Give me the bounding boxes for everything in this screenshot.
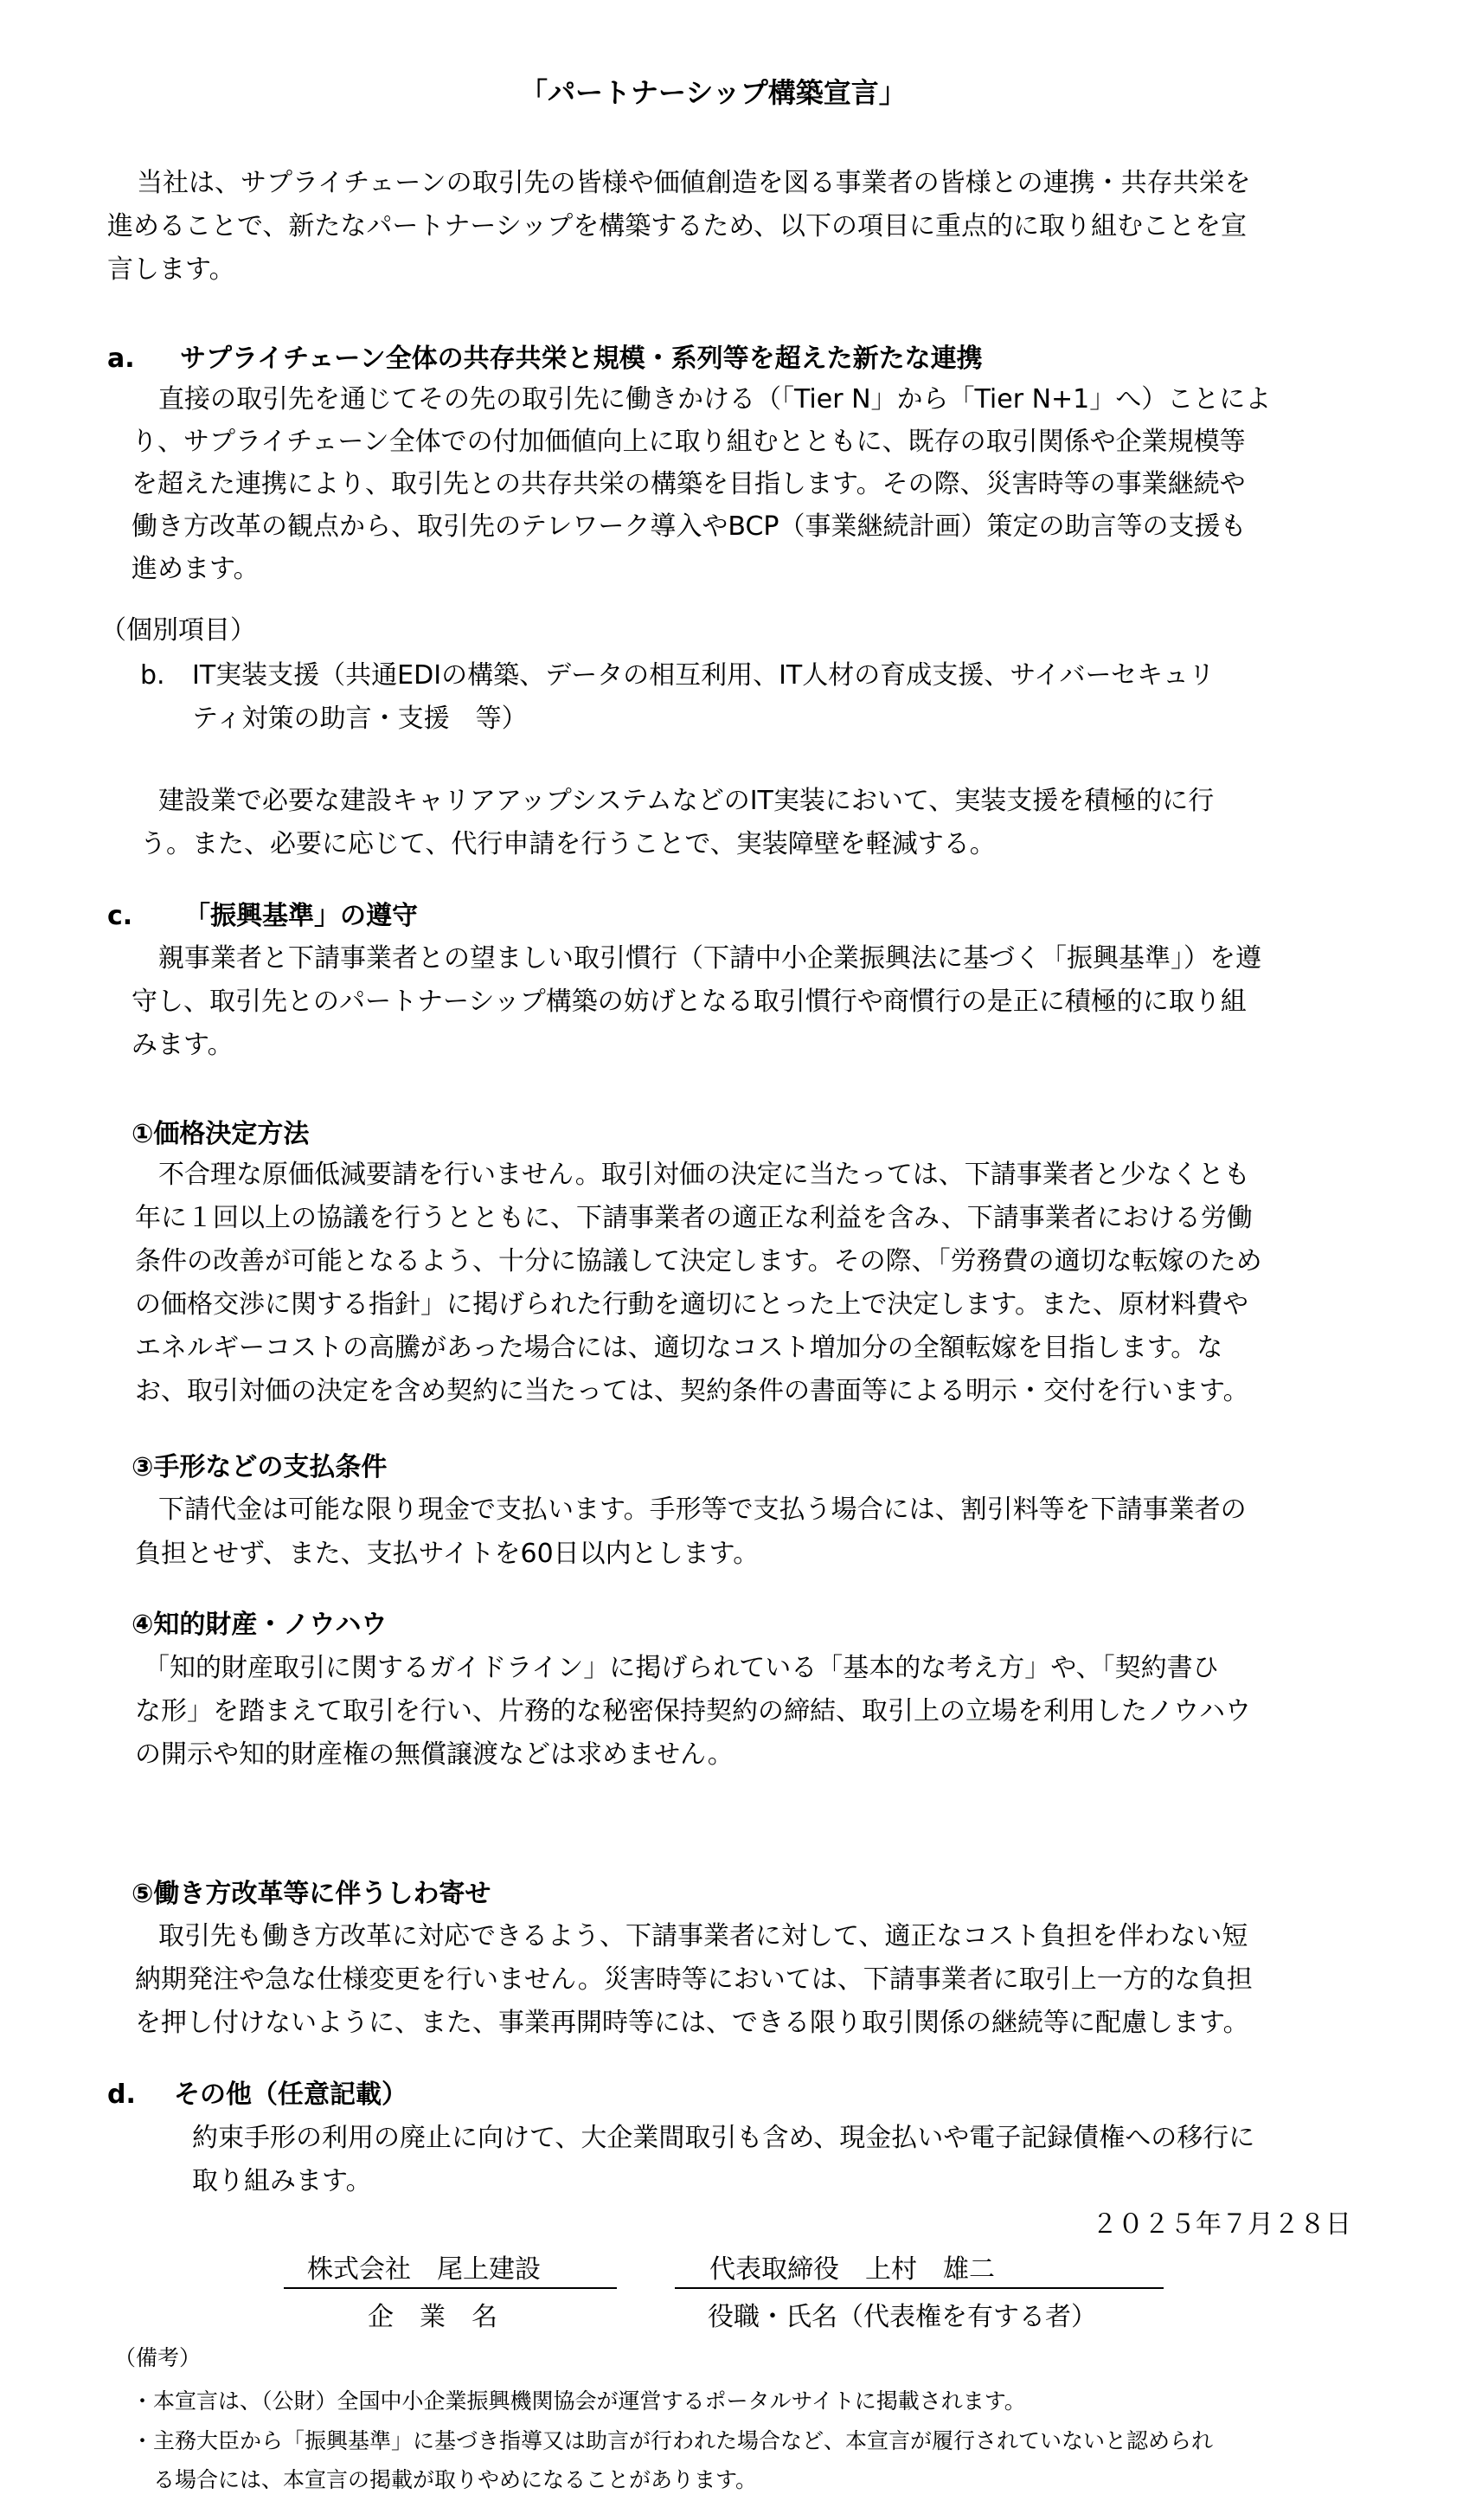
- section-a-line: を超えた連携により、取引先との共存共栄の構築を目指します。その際、災害時等の事業継続や: [132, 469, 1246, 499]
- section-c-heading: 「振興基準」の遵守: [184, 901, 418, 931]
- item1-heading: ①価格決定方法: [132, 1119, 310, 1149]
- item4-line: 「知的財産取引に関するガイドライン」に掲げられている「基本的な考え方」や、「契約書ひ: [144, 1653, 1219, 1683]
- notes-line: ・本宣言は、（公財）全国中小企業振興機関協会が運営するポータルサイトに掲載されます。: [132, 2388, 1026, 2414]
- item4-heading: ④知的財産・ノウハウ: [132, 1610, 388, 1640]
- section-c-line: みます。: [132, 1030, 234, 1060]
- section-a-marker: a.: [107, 344, 135, 374]
- representative-label: 役職・氏名（代表権を有する者）: [708, 2302, 1097, 2332]
- company-name-underline: [284, 2287, 617, 2289]
- item1-line: 年に１回以上の協議を行うとともに、下請事業者の適正な利益を含み、下請事業者における労働: [135, 1203, 1253, 1233]
- item3-line: 負担とせず、また、支払サイトを60日以内とします。: [135, 1539, 760, 1569]
- item1-line: エネルギーコストの高騰があった場合には、適切なコスト増加分の全額転嫁を目指します。な: [135, 1333, 1223, 1363]
- section-d-marker: d.: [107, 2080, 136, 2110]
- notes-line: る場合には、本宣言の掲載が取りやめになることがあります。: [132, 2467, 758, 2492]
- section-c-line: 親事業者と下請事業者との望ましい取引慣行（下請中小企業振興法に基づく「振興基準」）を遵: [158, 943, 1261, 974]
- company-name-label: 企 業 名: [368, 2302, 497, 2332]
- notes-line: ・主務大臣から「振興基準」に基づき指導又は助言が行われた場合など、本宣言が履行されていないと認められ: [132, 2428, 1214, 2453]
- section-b-marker: b.: [140, 660, 165, 691]
- intro-line: 当社は、サプライチェーンの取引先の皆様や価値創造を図る事業者の皆様との連携・共存共栄を: [137, 168, 1251, 198]
- item5-line: 納期発注や急な仕様変更を行いません。災害時等においては、下請事業者に取引上一方的な負担: [135, 1964, 1253, 1995]
- intro-line: 進めることで、新たなパートナーシップを構築するため、以下の項目に重点的に取り組むことを宣: [107, 211, 1247, 241]
- section-d-line: 取り組みます。: [192, 2166, 372, 2196]
- item5-heading: ⑤働き方改革等に伴うしわ寄せ: [132, 1879, 491, 1909]
- section-c-line: 守し、取引先とのパートナーシップ構築の妨げとなる取引慣行や商慣行の是正に積極的に取り組: [132, 987, 1247, 1017]
- notes-label: （備考）: [114, 2345, 202, 2370]
- company-name-value: 株式会社 尾上建設: [307, 2254, 541, 2285]
- item3-line: 下請代金は可能な限り現金で支払います。手形等で支払う場合には、割引料等を下請事業者の: [158, 1495, 1247, 1525]
- section-b-body: う。また、必要に応じて、代行申請を行うことで、実装障壁を軽減する。: [140, 829, 996, 859]
- section-a-line: 直接の取引先を通じてその先の取引先に働きかける（「Tier N」から「Tier N+1」へ）ことによ: [158, 384, 1272, 415]
- section-d-line: 約束手形の利用の廃止に向けて、大企業間取引も含め、現金払いや電子記録債権への移行に: [192, 2123, 1255, 2153]
- item4-line: の開示や知的財産権の無償譲渡などは求めません。: [135, 1739, 734, 1770]
- section-b-line: IT実装支援（共通EDIの構築、データの相互利用、IT人材の育成支援、サイバーセキュリ: [192, 660, 1215, 691]
- declaration-date: ２０２５年７月２８日: [1092, 2209, 1351, 2240]
- section-a-heading: サプライチェーン全体の共存共栄と規模・系列等を超えた新たな連携: [180, 344, 983, 374]
- section-d-heading: その他（任意記載）: [174, 2080, 407, 2110]
- item5-line: を押し付けないように、また、事業再開時等には、できる限り取引関係の継続等に配慮します。: [135, 2008, 1249, 2038]
- individual-items-label: （個別項目）: [100, 615, 256, 646]
- section-b-body: 建設業で必要な建設キャリアアップシステムなどのIT実装において、実装支援を積極的に行: [158, 786, 1215, 816]
- item5-line: 取引先も働き方改革に対応できるよう、下請事業者に対して、適正なコスト負担を伴わない短: [158, 1921, 1248, 1951]
- section-b-line: ティ対策の助言・支援 等）: [192, 704, 528, 734]
- item1-line: お、取引対価の決定を含め契約に当たっては、契約条件の書面等による明示・交付を行います。: [135, 1376, 1249, 1406]
- item4-line: な形」を踏まえて取引を行い、片務的な秘密保持契約の締結、取引上の立場を利用したノウハウ: [135, 1696, 1251, 1726]
- section-a-line: 働き方改革の観点から、取引先のテレワーク導入やBCP（事業継続計画）策定の助言等の支援も: [132, 511, 1247, 542]
- section-c-marker: c.: [107, 901, 133, 931]
- representative-underline: [675, 2287, 1164, 2289]
- item3-heading: ③手形などの支払条件: [132, 1452, 388, 1482]
- section-a-line: 進めます。: [132, 554, 260, 584]
- intro-line: 言します。: [107, 254, 235, 285]
- representative-value: 代表取締役 上村 雄二: [709, 2254, 995, 2285]
- item1-line: 不合理な原価低減要請を行いません。取引対価の決定に当たっては、下請事業者と少なくとも: [158, 1160, 1250, 1190]
- section-a-line: り、サプライチェーン全体での付加価値向上に取り組むとともに、既存の取引関係や企業規模等: [132, 427, 1246, 457]
- item1-line: 条件の改善が可能となるよう、十分に協議して決定します。その際、「労務費の適切な転嫁のため: [135, 1246, 1262, 1276]
- item1-line: の価格交渉に関する指針」に掲げられた行動を適切にとった上で決定します。また、原材料費や: [135, 1289, 1248, 1320]
- page-title: 「パートナーシップ構築宣言」: [520, 76, 907, 109]
